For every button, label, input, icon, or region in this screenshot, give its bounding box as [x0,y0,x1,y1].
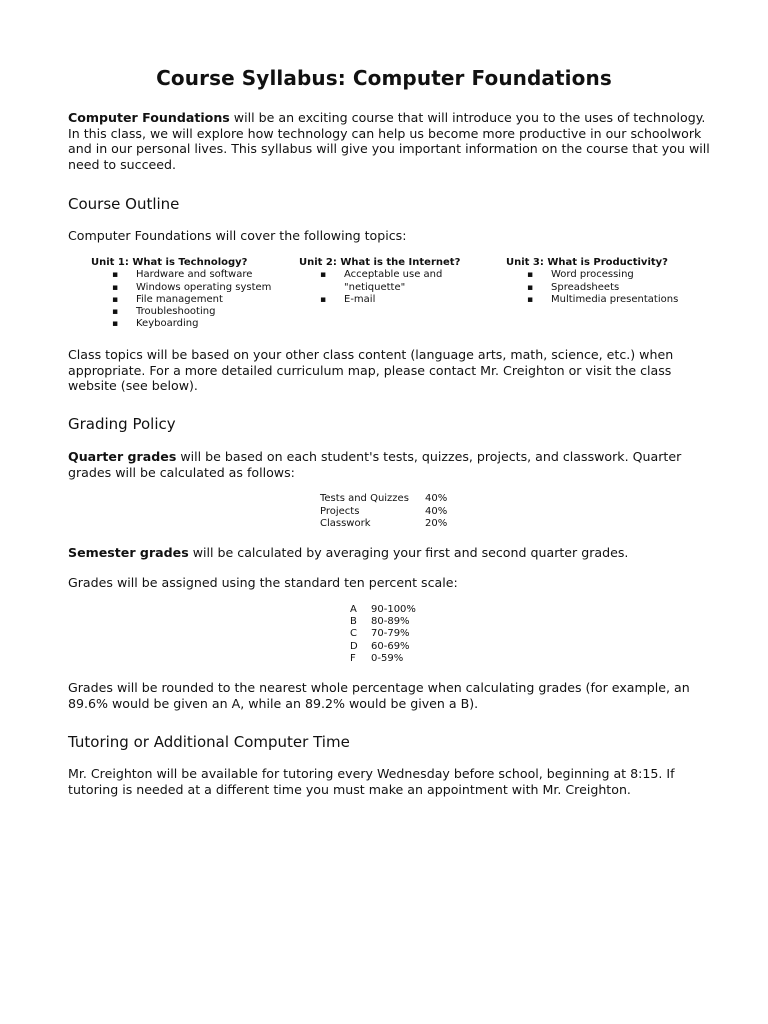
table-row [350,604,416,616]
table-row [320,493,447,506]
tutoring-paragraph: Mr. Creighton will be available for tutoring every Wednesday before school, beginning at 8:15. If tutoring is needed at a different time you must make an appointment with Mr. Creighton. [68,766,675,797]
intro-course-name: Computer Foundations [68,110,230,125]
weight-label: Tests and Quizzes [320,493,409,504]
grading-policy-heading: Grading Policy [68,415,176,433]
grade-range: 60-69% [371,640,410,652]
table-row [320,506,447,519]
weight-value: 20% [425,518,448,529]
intro-paragraph [68,110,718,172]
unit-1 [85,257,285,331]
grade-letter: B [350,616,357,628]
list-item: ▪ Acceptable use and "netiquette" [293,269,453,294]
unit-3-list [500,269,700,306]
rounding-paragraph: Grades will be rounded to the nearest whole percentage when calculating grades (for example, an 89.6% would be given an A, while an 89.2% would be given a B). [68,680,690,711]
weight-value: 40% [425,493,448,504]
unit-3 [500,257,700,306]
grade-letter: A [350,604,357,615]
grade-range: 0-59% [371,652,404,664]
grade-weights-table [320,493,447,531]
semester-grades-text: will be calculated by averaging your first and second quarter grades. [188,545,629,560]
quarter-grades-label: Quarter grades [68,449,177,464]
list-item: ▪ File management [85,294,285,306]
unit-1-title: Unit 1: What is Technology? [91,257,248,268]
unit-1-list [85,269,285,330]
unit-2-title: Unit 2: What is the Internet? [299,257,461,268]
scale-lead: Grades will be assigned using the standard ten percent scale: [68,575,458,590]
unit-3-title: Unit 3: What is Productivity? [506,257,668,268]
course-outline-heading: Course Outline [68,195,180,213]
weight-label: Classwork [320,518,371,529]
grade-scale-table [350,604,416,665]
list-item: ▪ Spreadsheets [500,282,700,294]
unit-2-list [293,269,493,306]
outline-lead: Computer Foundations will cover the following topics: [68,228,407,243]
grade-letter: D [350,640,358,652]
quarter-grades-paragraph [68,449,718,480]
page-title: Course Syllabus: Computer Foundations [156,66,612,90]
semester-grades-paragraph [68,545,718,561]
table-row [320,518,447,531]
table-row [350,653,416,665]
weight-value: 40% [425,505,448,517]
tutoring-heading: Tutoring or Additional Computer Time [68,733,350,751]
list-item: ▪ Troubleshooting [85,306,285,318]
grade-range: 80-89% [371,616,410,628]
table-row [350,641,416,653]
list-item: ▪ Word processing [500,269,700,281]
list-item: ▪ Windows operating system [85,282,285,294]
list-item: ▪ Keyboarding [85,318,285,330]
list-item: ▪ Multimedia presentations [500,294,700,306]
grade-range: 90-100% [371,604,416,615]
quarter-grades-text: will be based on each student's tests, quizzes, projects, and classwork. Quarter grades will be calculated as follows: [68,449,682,480]
table-row [350,628,416,640]
grade-range: 70-79% [371,628,410,640]
grade-letter: C [350,628,357,640]
outline-note: Class topics will be based on your other class content (language arts, math, science, etc.) when appropriate. For a more detailed curriculum map, please contact Mr. Creighton or visit the class website (see below). [68,347,674,393]
intro-text: will be an exciting course that will introduce you to the uses of technology. In this class, we will explore how technology can help us become more productive in our schoolwork and in our personal lives. This syllabus will give you important information on the course that you will need to succeed. [68,110,710,172]
semester-grades-label: Semester grades [68,545,189,560]
table-row [350,616,416,628]
weight-label: Projects [320,505,360,517]
unit-2 [293,257,493,306]
grade-letter: F [350,652,356,664]
list-item: ▪ E-mail [293,294,493,306]
list-item: ▪ Hardware and software [85,269,285,281]
